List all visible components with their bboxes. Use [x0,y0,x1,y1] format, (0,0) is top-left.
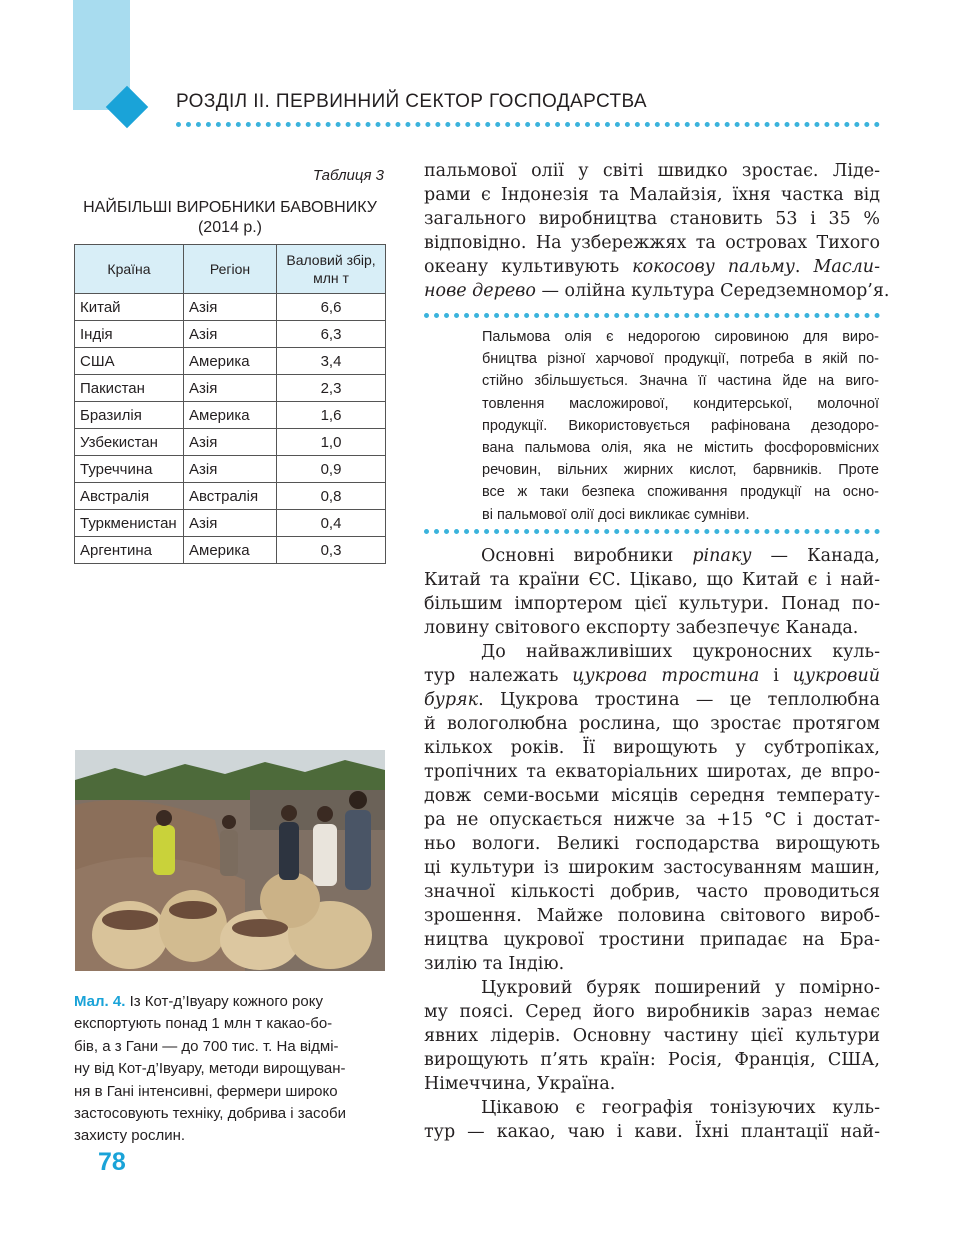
text-line: зилію та Індію. [424,954,565,974]
text-run: . [794,257,814,277]
figure-label: Мал. 4. [74,993,126,1010]
harvest-cell: 0,9 [277,456,386,483]
text-line [424,279,890,303]
text-run: — олійна культура Середземномор’я. [535,281,890,301]
harvest-cell: 1,0 [277,429,386,456]
harvest-cell: 0,3 [277,537,386,564]
text-line: відповідно. На узбережжях та островах Тихого [424,233,880,253]
table-row [75,429,386,456]
country-cell: Індія [75,321,184,348]
country-cell: США [75,348,184,375]
note-line: бництва різної харчової продукції, потреба в якій по- [482,351,879,368]
text-line: й вологолюбна рослина, що зростає протягом [424,714,880,734]
palm-oil-note [482,326,879,526]
figure-caption-line: застосовують техніку, добрива і засоби [74,1105,346,1123]
emphasis-term: ріпаку [692,546,752,566]
table-row [75,321,386,348]
emphasis-term: нове дерево [424,281,536,301]
harvest-cell: 6,3 [277,321,386,348]
country-cell: Австралія [75,483,184,510]
text-line: Німеччина, Україна. [424,1074,616,1094]
note-line: ві пальмової олії досі викликає сумніви. [482,506,750,523]
figure-caption-line: бів, а з Гани — до 700 тис. т. На відмі- [74,1037,339,1055]
note-line: все ж таки безпека споживання продукції на осно- [482,484,879,501]
emphasis-term: цукровий [792,666,880,686]
note-line: товлення масложирової, кондитерської, молочної [482,395,879,412]
country-cell: Китай [75,294,184,321]
country-cell: Аргентина [75,537,184,564]
palm-oil-paragraph [424,159,890,303]
figure-caption-line: ну від Кот-д’Івуару, методи вирощуван- [74,1060,346,1078]
harvest-cell: 0,8 [277,483,386,510]
region-cell: Америка [184,348,277,375]
region-cell: Азія [184,429,277,456]
text-line: вирощують п’ять країн: Росія, Франція, США, [424,1050,880,1070]
harvest-cell: 6,6 [277,294,386,321]
column-header-harvest: Валовий збір, млн т [277,245,386,294]
text-run: — Канада, [751,546,880,566]
figure-caption [74,991,386,1148]
text-line [424,544,880,568]
text-line: довж семи-восьми місяців середня температу- [424,786,880,806]
table-row [75,294,386,321]
table-title-line-1: НАЙБІЛЬШІ ВИРОБНИКИ БАВОВНИКУ [83,199,377,216]
main-text-lower [424,544,880,1144]
region-cell: Америка [184,402,277,429]
table-title-line-2: (2014 р.) [197,219,263,236]
emphasis-term: кокосову пальму [632,257,795,277]
text-line: тур — какао, чаю і кави. Їхні плантації най- [424,1122,880,1142]
emphasis-term: цукрова тростина [572,666,760,686]
column-header-country: Країна [75,245,184,294]
header-dotted-rule [176,122,880,127]
country-cell: Туреччина [75,456,184,483]
text-line: пальмової олії у світі швидко зростає. Ліде- [424,161,880,181]
text-line: тропічних та екваторіальних широтах, де впро- [424,762,880,782]
table-row [75,402,386,429]
text-line: ництва цукрової тростини припадає на Бра- [424,930,880,950]
note-line: стійно збільшується. Значна її частина йде на виго- [482,373,879,390]
text-line: ра не опускається нижче за +15 °C і достат- [424,810,880,830]
table-row [75,348,386,375]
cocoa-workers-photo [75,750,385,971]
country-cell: Узбекистан [75,429,184,456]
note-line: Пальмова олія є недорогою сировиною для виро- [482,329,879,345]
region-cell: Азія [184,375,277,402]
figure-caption-line: Із Кот-д’Івуару кожного року [125,993,323,1010]
figure-caption-line: ня в Гані інтенсивні, фермери широко [74,1082,338,1100]
table-title [74,198,386,238]
harvest-cell: 3,4 [277,348,386,375]
harvest-cell: 0,4 [277,510,386,537]
region-cell: Австралія [184,483,277,510]
text-line: ці культури із широким застосуванням машин, [424,858,880,878]
note-bottom-dotted-rule [424,529,880,534]
text-line: рами є Індонезія та Малайзія, їхня частка від [424,185,880,205]
region-cell: Америка [184,537,277,564]
column-header-region: Регіон [184,245,277,294]
figure-caption-line: експортують понад 1 млн т какао-бо- [74,1015,333,1033]
table-header-row [75,245,386,294]
text-run: . Цукрова тростина — це теплолюбна [478,690,880,710]
country-cell: Пакистан [75,375,184,402]
text-line: зрошення. Майже половина світового вироб- [424,906,880,926]
section-header-title: РОЗДІЛ ІІ. ПЕРВИННИЙ СЕКТОР ГОСПОДАРСТВА [176,91,647,112]
table-caption: Таблиця 3 [312,167,384,184]
text-line: ловину світового експорту забезпечує Канада. [424,618,859,638]
text-line: явних лідерів. Основну частину цієї культури [424,1026,880,1046]
region-cell: Азія [184,294,277,321]
table-row [75,510,386,537]
text-run: океану культивують [424,257,633,277]
text-line: кількох років. Її вирощують у субтропіках, [424,738,880,758]
note-line: вана пальмова олія, яка не містить фосфоровмісних [482,440,879,457]
text-run: і [759,666,793,686]
note-top-dotted-rule [424,313,880,318]
text-line [424,255,880,279]
figure-caption-line: захисту рослин. [74,1127,186,1145]
country-cell: Бразилія [75,402,184,429]
harvest-cell: 1,6 [277,402,386,429]
cotton-producers-table [74,244,386,564]
text-line: До найважливіших цукроносних куль- [481,642,880,662]
text-line: Китай та країни ЄС. Цікаво, що Китай є і най- [424,570,880,590]
note-line: речовин, вільних жирних кислот, барвників. Проте [482,462,879,479]
emphasis-term: буряк [424,690,479,710]
page-number: 78 [98,1148,126,1176]
text-line: більшим імпортером цієї культури. Понад по- [424,594,880,614]
text-line: Цукровий буряк поширений у помірно- [481,978,880,998]
text-line: ньо вологи. Великі господарства вирощують [424,834,880,854]
text-line: значної кількості добрив, часто проводиться [424,882,880,902]
text-run: тур належать [424,666,573,686]
table-row [75,456,386,483]
table-row [75,483,386,510]
country-cell: Туркменистан [75,510,184,537]
region-cell: Азія [184,456,277,483]
text-run: Основні виробники [481,546,693,566]
text-line: му поясі. Серед його виробників зараз немає [424,1002,880,1022]
text-line: загального виробництва становить 53 і 35 % [424,209,880,229]
region-cell: Азія [184,321,277,348]
note-line: продукції. Використовується рафінована дезодоро- [482,417,879,434]
text-line [424,688,880,712]
table-row [75,375,386,402]
harvest-cell: 2,3 [277,375,386,402]
table-row [75,537,386,564]
text-line: Цікавою є географія тонізуючих куль- [481,1098,880,1118]
emphasis-term: Масли- [813,257,880,277]
region-cell: Азія [184,510,277,537]
text-line [424,664,880,688]
